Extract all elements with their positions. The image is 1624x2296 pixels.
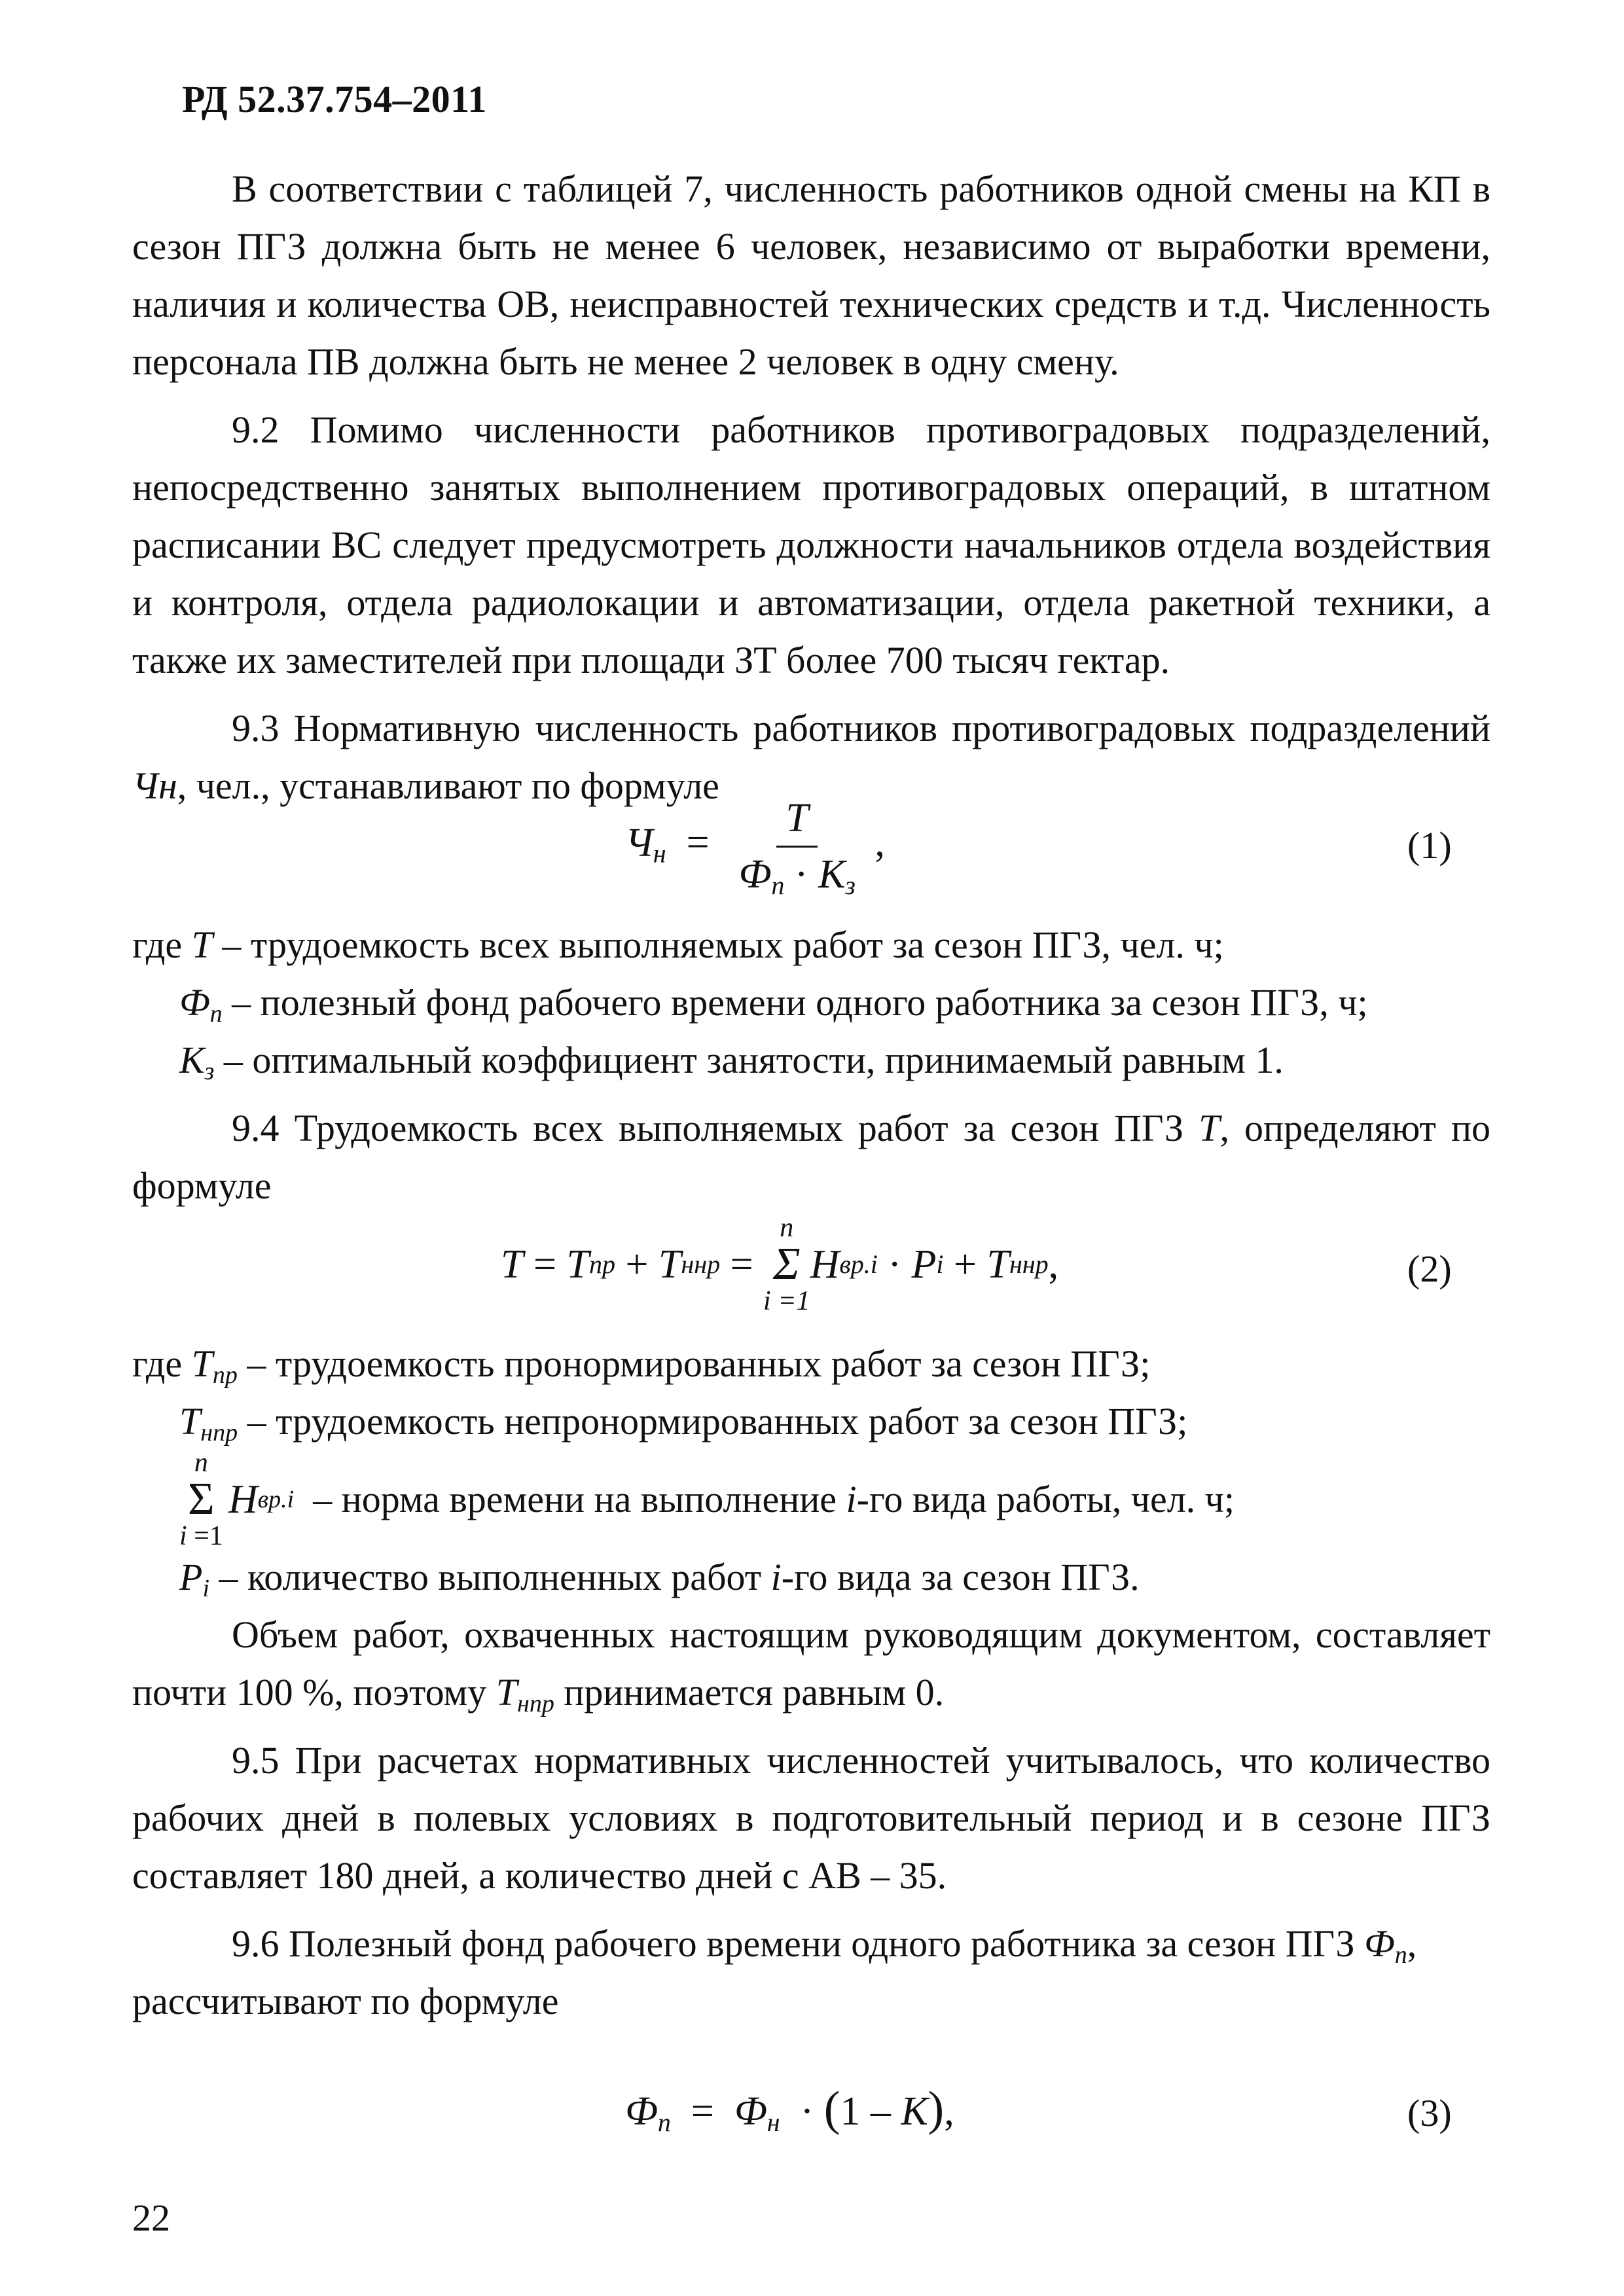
paragraph-9-4: 9.4 Трудоемкость всех выполняемых работ за сезон ПГЗ Т, определяют по формуле <box>132 1107 1490 1207</box>
paragraph-9-5: 9.5 При расчетах нормативных численностей учитывалось, что количество рабочих дней в полевых условиях в подготовительный период и в сезоне ПГЗ составляет 180 дней, а количество дней с АВ – 35. <box>132 1739 1490 1897</box>
def-Tpr: где $Т_{пр}$ – трудоемкость пронормированных работ за сезон ПГЗ; <box>132 1342 1151 1389</box>
paragraph-9-6-cont: рассчитывают по формуле <box>132 1980 559 2022</box>
paragraph-9-3: 9.3 Нормативную численность работников противоградовых подразделений Чн, чел., устанавливают по формуле <box>132 707 1490 807</box>
formula-2: T = T пр + T ннр = n Σ i =1 H вр.i · P i + T ннр , <box>501 1213 1059 1316</box>
symbol-chn: Чн <box>132 764 177 807</box>
paragraph-9-2: 9.2 Помимо численности работников противоградовых подразделений, непосредственно занятых выполнением противоградовых операций, в штатном расписании ВС следует предусмотреть должности начальников отдела воздействия и контроля, отдела радиолокации и автоматизации, отдела ракетной техники, а также их заместителей при площади ЗТ более 700 тысяч гектар. <box>132 408 1490 681</box>
definitions-2 <box>132 1335 1490 2030</box>
formula-3: $Ф_п = Ф_н \cdot (1 - К)$, <box>625 2082 954 2137</box>
paragraph-9-6: 9.6 Полезный фонд рабочего времени одного работника за сезон ПГЗ $Ф_п$, <box>232 1922 1417 1969</box>
document-code-header: РД 52.37.754–2011 <box>182 78 487 120</box>
def-Tnpr: $Т_{нпр}$ – трудоемкость непронормированных работ за сезон ПГЗ; <box>179 1400 1188 1446</box>
def-T: где Т – трудоемкость всех выполняемых работ за сезон ПГЗ, чел. ч; <box>132 924 1224 966</box>
formula-1: $Ч_н$ = $\frac{T}{Ф_п \cdot К_з}$ , <box>625 796 885 900</box>
formula-1-number: (1) <box>1407 824 1452 867</box>
def-Fp: $Ф_п$ – полезный фонд рабочего времени одного работника за сезон ПГЗ, ч; <box>179 981 1368 1028</box>
text-block-1 <box>132 160 1490 815</box>
paragraph-table7: В соответствии с таблицей 7, численность работников одной смены на КП в сезон ПГЗ должна быть не менее 6 человек, независимо от выработки времени, наличия и количества ОВ, неисправностей технических средств и т.д. Численность персонала ПВ должна быть не менее 2 человек в одну смену. <box>132 168 1490 383</box>
definitions-1 <box>132 916 1490 1215</box>
def-sum-Hvr: n Σ i =1 H вр.i – норма времени на выполнение i -го вида работы, чел. ч; <box>179 1448 1235 1551</box>
def-Kz: $К_з$ – оптимальный коэффициент занятости, принимаемый равным 1. <box>179 1039 1284 1085</box>
page-number: 22 <box>132 2197 170 2239</box>
sum-symbol: n Σ i =1 <box>763 1213 810 1316</box>
paragraph-scope: Объем работ, охваченных настоящим руководящим документом, составляет почти 100 %, поэтому $Т_{нпр}$ принимается равным 0. <box>132 1613 1490 1717</box>
def-Pi: $P_i$ – количество выполненных работ i-го вида за сезон ПГЗ. <box>179 1556 1140 1602</box>
formula-2-number: (2) <box>1407 1247 1452 1290</box>
formula-3-number: (3) <box>1407 2092 1452 2134</box>
